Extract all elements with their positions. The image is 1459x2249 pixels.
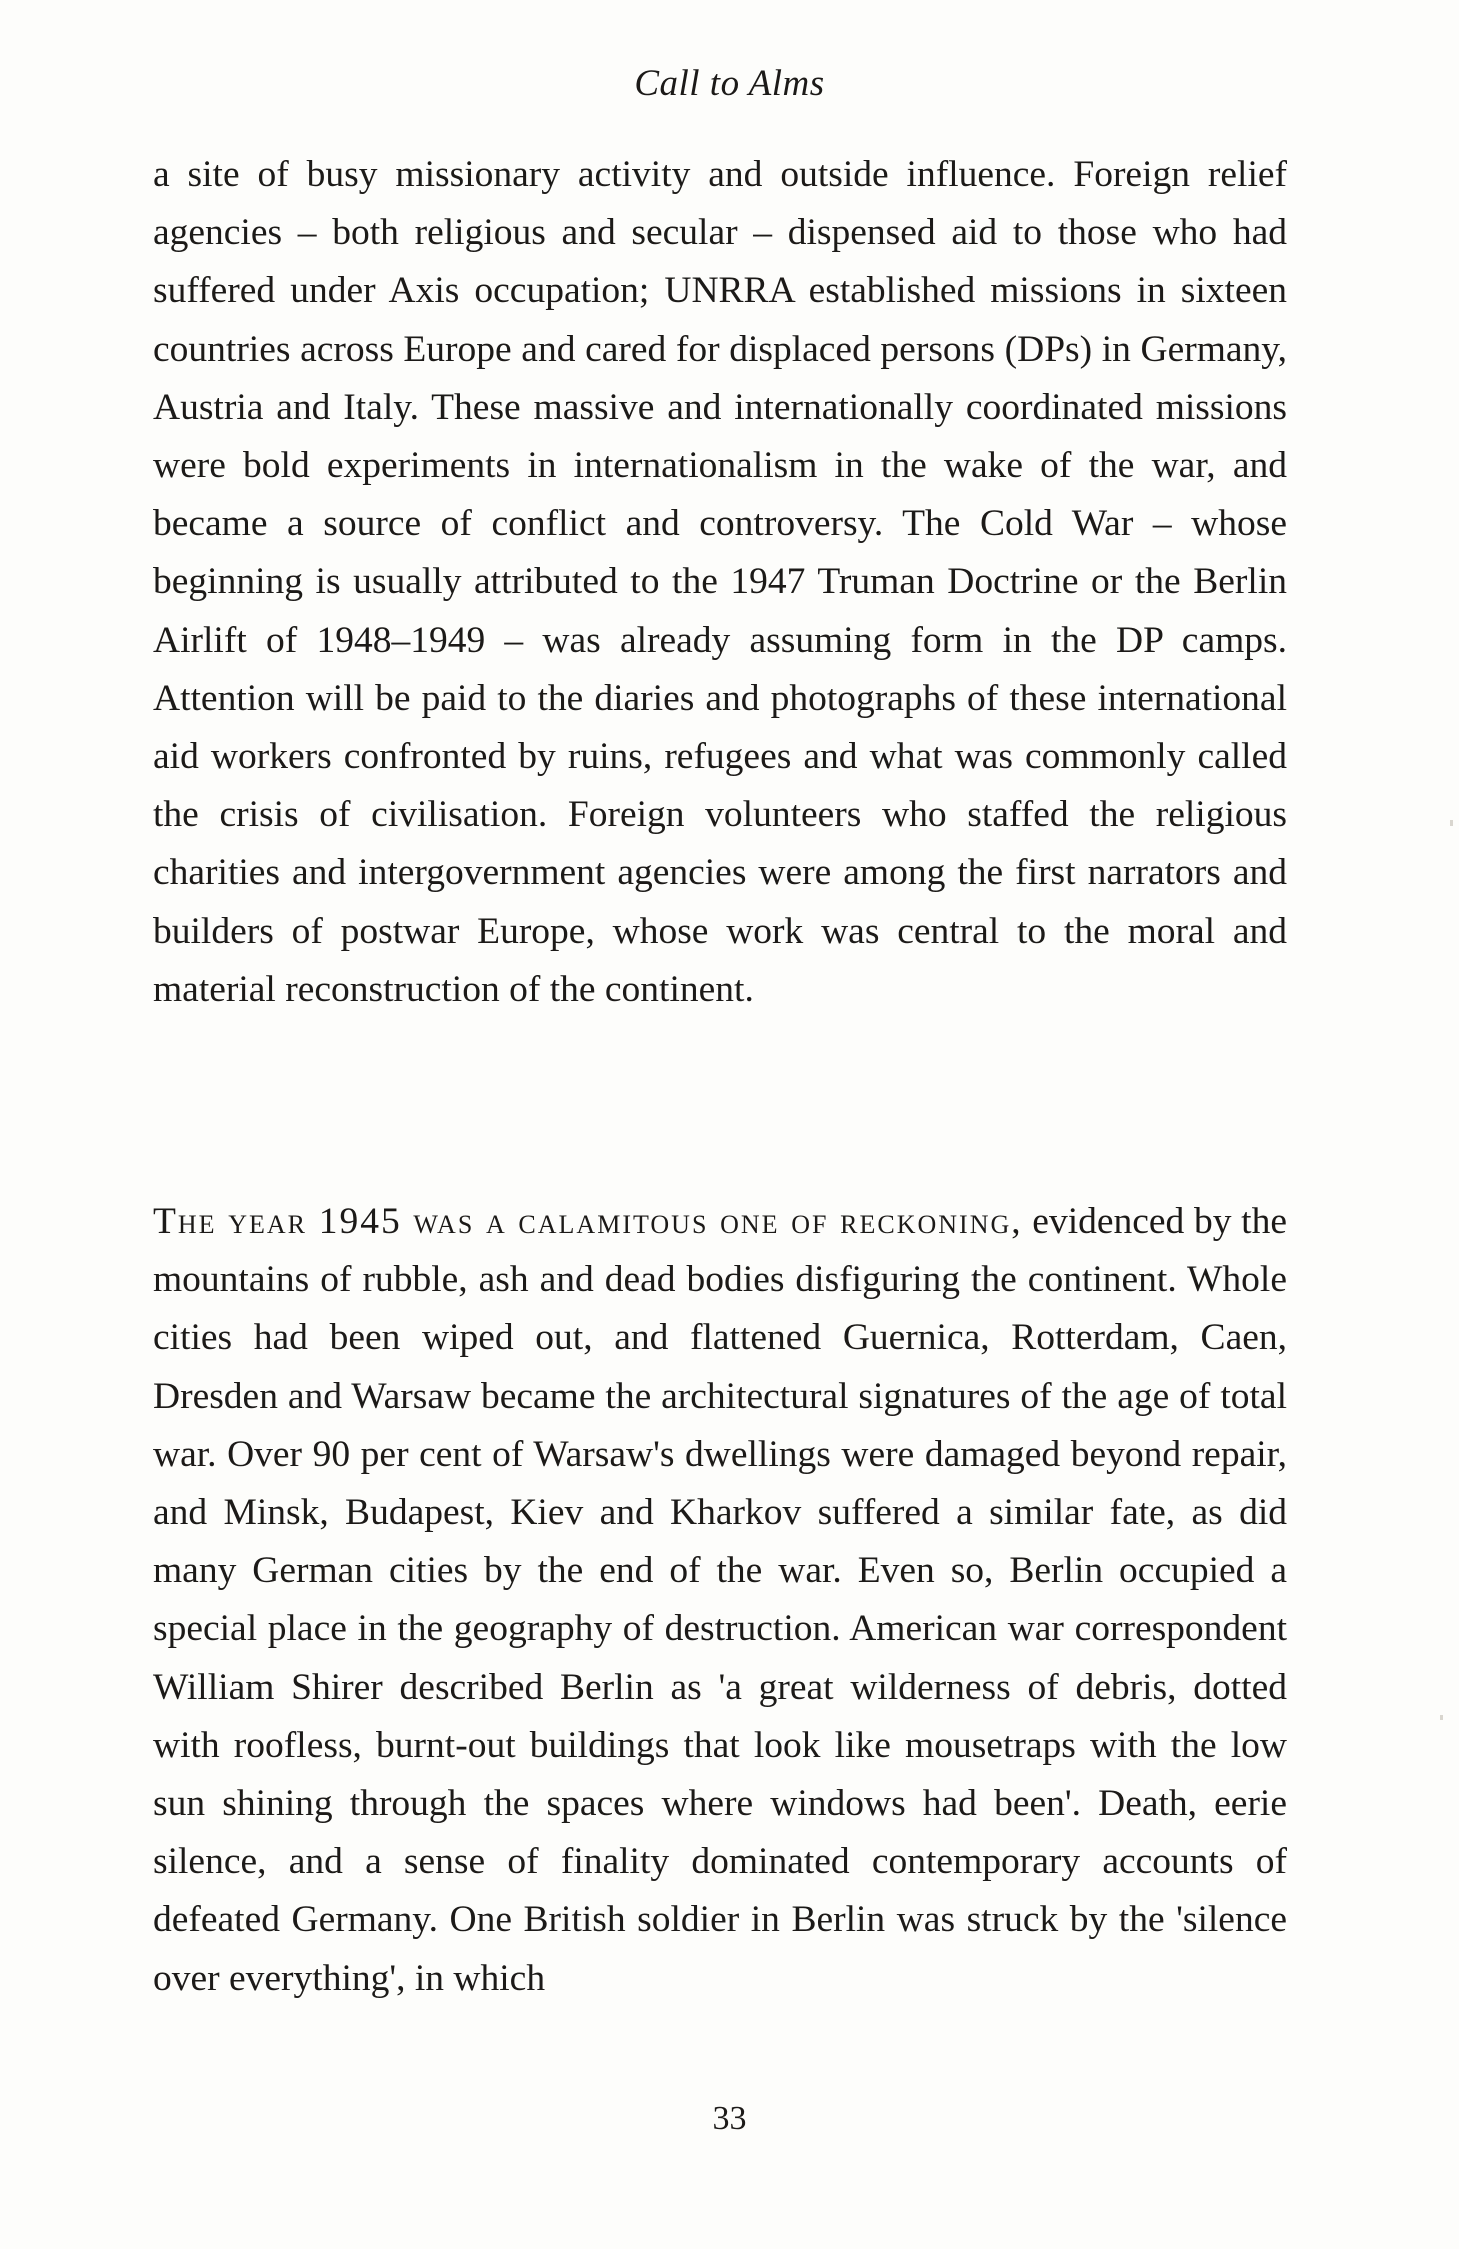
scan-speck (1440, 1715, 1443, 1720)
paragraph-1 (153, 146, 1287, 1019)
paragraph-2-text (153, 1193, 1287, 2008)
paragraph-1-text: a site of busy missionary activity and outside influence. Foreign relief agencies – both religious and secular – dispensed aid to those who had suffered under Axis occupation; UNRRA established missions in sixteen countries across Europe and cared for displaced persons (DPs) in Germany, Austria and Italy. These massive and internationally coordinated missions were bold experiments in internationalism in the wake of the war, and became a source of conflict and controversy. The Cold War – whose beginning is usually attributed to the 1947 Truman Doctrine or the Berlin Airlift of 1948–1949 – was already assuming form in the DP camps. Attention will be paid to the diaries and photographs of these international aid workers confronted by ruins, refugees and what was commonly called the crisis of civilisation. Foreign volunteers who staffed the religious charities and intergovernment agencies were among the first narrators and builders of postwar Europe, whose work was central to the moral and material reconstruction of the continent. (153, 154, 1287, 1010)
running-head: Call to Alms (634, 63, 825, 104)
section-opening-smallcaps: The year 1945 was a calamitous one of reckoning, (153, 1201, 1023, 1242)
scan-speck (1450, 820, 1453, 826)
paragraph-2-body: evidenced by the mountains of rubble, ash and dead bodies disfiguring the continent. Whole cities had been wiped out, and flattened Guernica, Rotterdam, Caen, Dresden and Warsaw became the architectural signatures of the age of total war. Over 90 per cent of Warsaw's dwellings were damaged beyond repair, and Minsk, Budapest, Kiev and Kharkov suffered a similar fate, as did many German cities by the end of the war. Even so, Berlin occupied a special place in the geography of destruction. American war correspondent William Shirer described Berlin as 'a great wilderness of debris, dotted with roofless, burnt-out buildings that look like mousetraps with the low sun shining through the spaces where windows had been'. Death, eerie silence, and a sense of finality dominated contemporary accounts of defeated Germany. One British soldier in Berlin was struck by the 'silence over everything', in which (153, 1201, 1287, 1999)
paragraph-2 (153, 1193, 1287, 2008)
page-number: 33 (712, 2100, 747, 2137)
